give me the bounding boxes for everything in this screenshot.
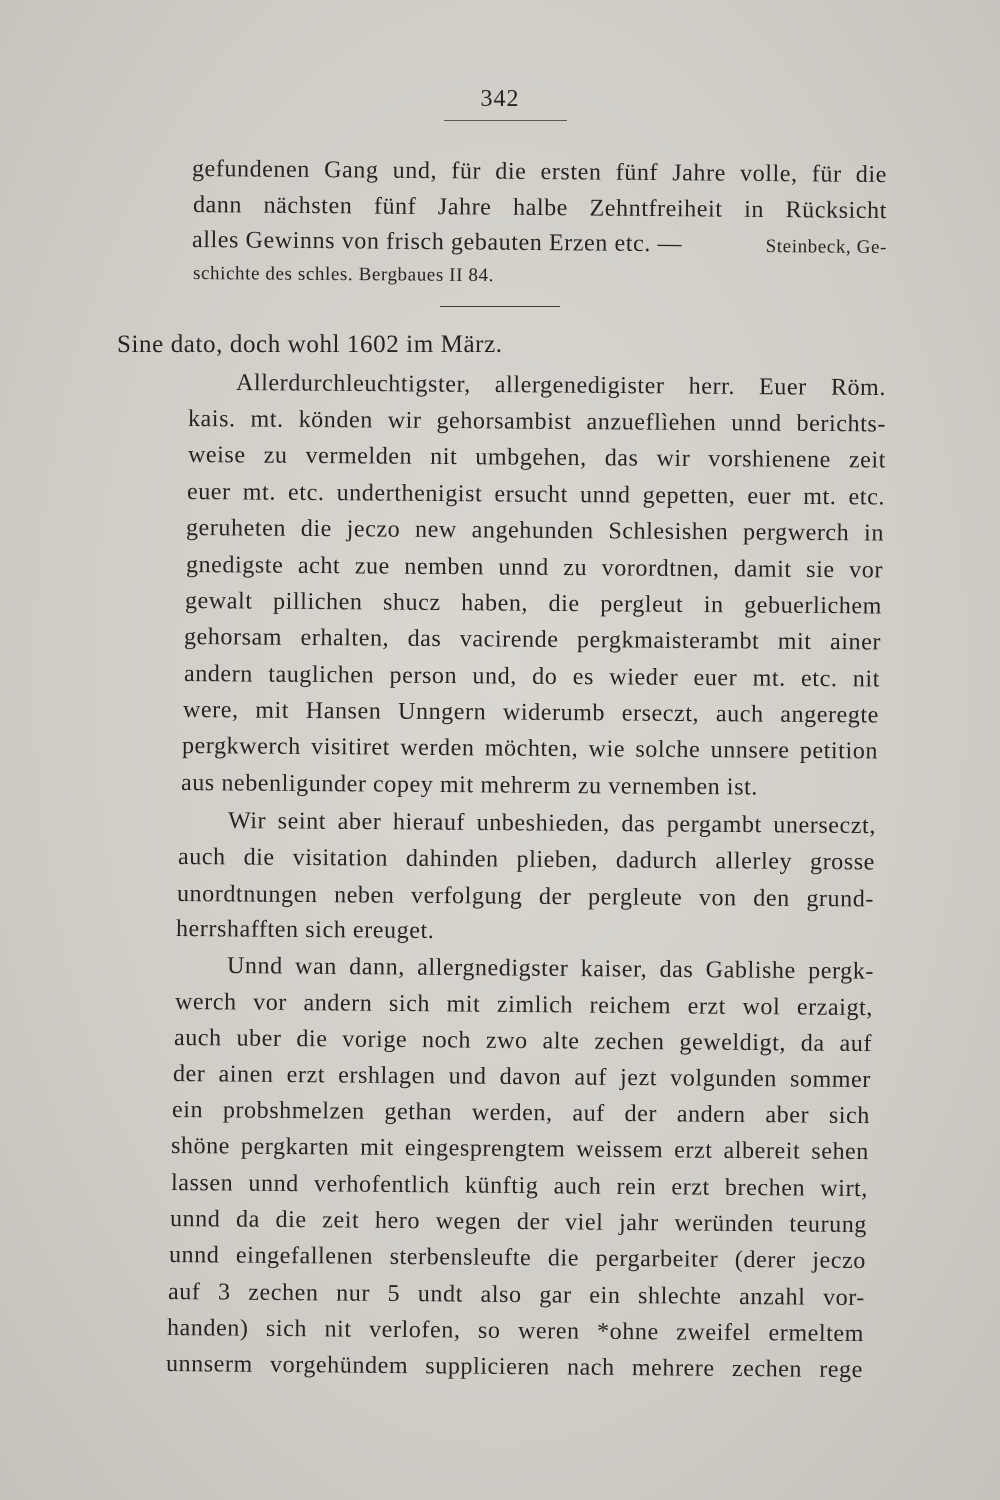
text-line: auf 3 zechen nur 5 undt also gar ein shlechte anzahl vor- <box>167 1279 866 1312</box>
text-line: gehorsam erhalten, das vacirende pergkmaisterambt mit ainer <box>183 624 882 656</box>
text-line: andern tauglichen person und, do es wieder euer mt. etc. nit <box>183 661 881 693</box>
text-line: pergkwerch visitiret werden möchten, wie solche unnsere petition <box>181 733 879 765</box>
section-divider <box>440 306 560 307</box>
text-line: lassen unnd verhofentlich künftig auch rein erzt brechen wirt, <box>170 1170 869 1203</box>
footnote-line: dann nächsten fünf Jahre halbe Zehntfreiheit in Rücksicht <box>192 192 888 225</box>
footnote-line: schichte des schles. Bergbaues II 84. <box>192 263 495 287</box>
text-line: gewalt pillichen shucz haben, die pergleut in gebuerlichem <box>184 588 883 620</box>
text-line: der ainen erzt ershlagen und davon auf jezt volgunden sommer <box>172 1061 872 1094</box>
text-line: handen) sich nit verlofen, so weren *ohne zweifel ermeltem <box>166 1315 865 1348</box>
text-line: Wir seint aber hierauf unbeshieden, das pergambt unerseczt, <box>227 808 877 840</box>
page-number: 342 <box>480 86 520 112</box>
text-line: aus nebenligunder copey mit mehrerm zu vernemben ist. <box>180 770 759 801</box>
text-line: Allerdurchleuchtigster, allergenedigister herr. Euer Röm. <box>235 370 887 402</box>
text-line: herrshafften sich ereuget. <box>175 916 435 945</box>
footnote-line-with-citation <box>192 225 887 263</box>
text-line: unnserm vorgehündem supplicieren nach mehrere zechen rege <box>165 1351 864 1384</box>
text-line: unordtnungen neben verfolgung der pergleute von den grund- <box>176 881 875 913</box>
footnote-line: gefundenen Gang und, für die ersten fünf Jahre volle, für die <box>191 156 888 189</box>
text-line: auch die visitation dahinden plieben, dadurch allerley grosse <box>177 844 876 876</box>
text-line: euer mt. etc. underthenigist ersucht unnd gepetten, euer mt. etc. <box>186 479 886 511</box>
text-line: unnd da die zeit hero wegen der viel jahr weründen teurung <box>169 1206 868 1239</box>
text-line: auch uber die vorige noch zwo alte zechen geweldigt, da auf <box>173 1025 873 1058</box>
header-rule <box>444 120 567 121</box>
text-line: unnd eingefallenen sterbensleufte die pergarbeiter (derer jeczo <box>168 1242 867 1275</box>
footnote-line-text: alles Gewinns von frisch gebauten Erzen etc. — <box>191 227 683 258</box>
text-line: gnedigste acht zue nemben unnd zu vorordtnen, damit sie vor <box>185 552 884 584</box>
text-line: ein probshmelzen gethan werden, auf der andern aber sich <box>171 1097 871 1130</box>
text-line: shöne pergkarten mit eingesprengtem weissem erzt albereit sehen <box>170 1133 870 1166</box>
text-line: weise zu vermelden nit umbgehen, das wir vorshienene zeit <box>187 442 887 474</box>
text-line: kais. mt. könden wir gehorsambist anzueflìehen unnd berichts- <box>187 406 887 438</box>
footnote-citation: Steinbeck, Ge- <box>765 236 888 259</box>
text-line: werch vor andern sich mit zimlich reichem erzt wol erzaigt, <box>174 989 874 1022</box>
text-line: were, mit Hansen Unngern widerumb erseczt, auch angeregte <box>182 697 880 729</box>
text-line: geruheten die jeczo new angehunden Schlesishen pergwerch in <box>185 515 885 547</box>
document-date-line: Sine dato, doch wohl 1602 im März. <box>117 331 503 358</box>
text-line: Unnd wan dann, allergnedigster kaiser, das Gablishe pergk- <box>226 953 875 985</box>
